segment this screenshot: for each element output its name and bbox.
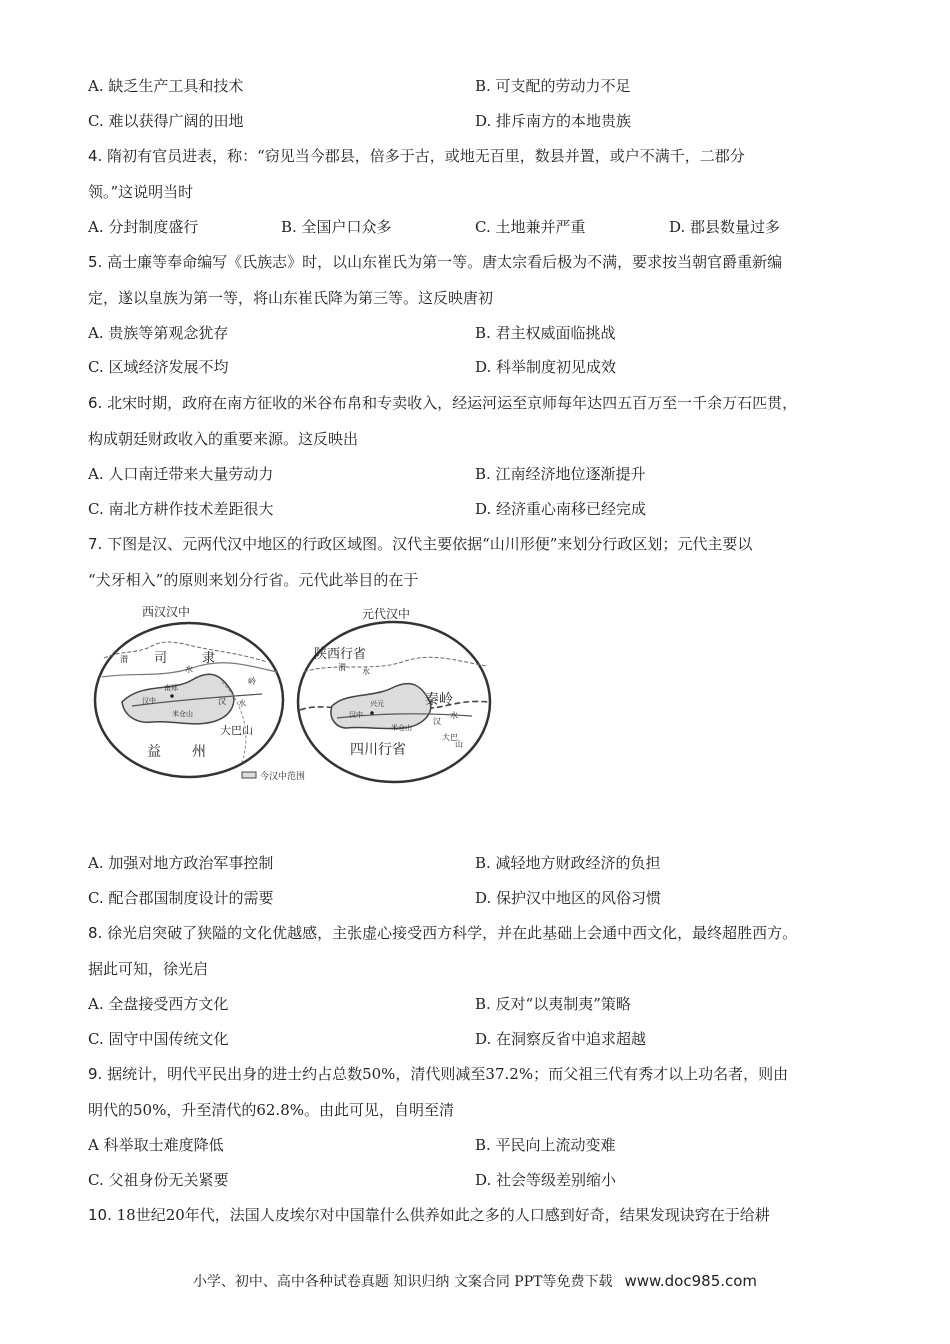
q4-option-b: B. 全国户口众多 — [281, 218, 392, 236]
left-map-title: 西汉汉中 — [142, 605, 191, 619]
hanzhong-map-figure — [92, 602, 502, 798]
q10-stem-line1 — [88, 1205, 770, 1225]
q3-option-a: A. 缺乏生产工具和技术 — [88, 77, 244, 95]
q9-stem-line1 — [88, 1064, 788, 1084]
q8-option-d: D. 在洞察反省中追求超越 — [475, 1030, 647, 1048]
left-label-si: 司 — [154, 651, 168, 666]
footer-text: 小学、初中、高中各种试卷真题 知识归纳 文案合同 PPT等免费下载 — [192, 1274, 613, 1290]
q7-number: 7. — [88, 535, 103, 553]
q9-number: 9. — [88, 1065, 103, 1083]
q3-option-b: B. 可支配的劳动力不足 — [475, 77, 631, 95]
q5-number: 5. — [88, 253, 103, 271]
legend-label: 今汉中范围 — [260, 772, 306, 782]
q7-option-a: A. 加强对地方政治军事控制 — [88, 854, 274, 872]
q8-number: 8. — [88, 924, 103, 942]
q7-stem-line2: “犬牙相入”的原则来划分行省。元代此举目的在于 — [88, 571, 419, 589]
right-label-hanzhong: 汉中 — [349, 711, 363, 719]
left-nanzheng-dot — [170, 694, 174, 698]
q9-option-b: B. 平民向上流动变难 — [475, 1136, 616, 1154]
q5-stem-line1 — [88, 252, 782, 272]
q7-option-c: C. 配合郡国制度设计的需要 — [88, 889, 274, 907]
q5-option-d: D. 科举制度初见成效 — [475, 358, 617, 376]
q9-text1: 据统计，明代平民出身的进士约占总数50%，清代则减至37.2%；而父祖三代有秀才以上功名者，则由 — [102, 1065, 789, 1083]
q10-number: 10. — [88, 1206, 112, 1224]
q5-option-b: B. 君主权威面临挑战 — [475, 324, 616, 342]
left-label-nanzheng: 南郑 — [164, 684, 178, 692]
left-label-dabashan: 大巴山 — [220, 724, 253, 737]
q8-option-b: B. 反对“以夷制夷”策略 — [475, 995, 631, 1013]
q4-stem-line1 — [88, 146, 745, 166]
left-label-hanzhong: 汉中 — [142, 697, 156, 705]
q4-option-a: A. 分封制度盛行 — [88, 218, 199, 236]
left-label-ling: 岭 — [248, 677, 256, 686]
left-label-shui: 水 — [185, 665, 193, 674]
left-label-yi: 益 — [147, 744, 161, 760]
q6-option-d: D. 经济重心南移已经完成 — [475, 500, 647, 518]
q6-option-a: A. 人口南迁带来大量劳动力 — [88, 465, 274, 483]
left-label-micangshan: 米仓山 — [172, 710, 193, 718]
left-label-shui2: 水 — [238, 699, 246, 708]
q7-option-d: D. 保护汉中地区的风俗习惯 — [475, 889, 662, 907]
left-label-li: 隶 — [202, 651, 216, 666]
q3-option-c: C. 难以获得广阔的田地 — [88, 112, 244, 130]
q9-option-c: C. 父祖身份无关紧要 — [88, 1171, 229, 1189]
q5-option-c: C. 区域经济发展不均 — [88, 358, 229, 376]
q7-text1: 下图是汉、元两代汉中地区的行政区域图。汉代主要依据“山川形便”来划分行政区划；元代主要以 — [102, 535, 753, 553]
q8-option-c: C. 固守中国传统文化 — [88, 1030, 229, 1048]
q6-number: 6. — [88, 394, 103, 412]
q8-stem-line2: 据此可知，徐光启 — [88, 960, 209, 978]
right-label-shui2: 水 — [450, 711, 458, 720]
q10-text1: 18世纪20年代，法国人皮埃尔对中国靠什么供养如此之多的人口感到好奇，结果发现诀窍在于给耕 — [111, 1206, 770, 1224]
left-wei-river — [104, 642, 267, 662]
q8-stem-line1 — [88, 923, 797, 943]
q8-text1: 徐光启突破了狭隘的文化优越感，主张虚心接受西方科学，并在此基础上会通中西文化，最终超胜西方。 — [102, 924, 798, 942]
legend-swatch — [242, 772, 256, 778]
footer-url-link[interactable]: www.doc985.com — [624, 1272, 758, 1290]
right-label-shui: 水 — [362, 667, 370, 676]
right-label-shanxi: 陕西行省 — [314, 647, 367, 662]
left-label-zhou: 州 — [192, 744, 206, 760]
q6-stem-line1 — [88, 393, 797, 413]
right-label-wei: 渭 — [338, 663, 346, 672]
q6-stem-line2: 构成朝廷财政收入的重要来源。这反映出 — [88, 430, 359, 448]
q3-option-d: D. 排斥南方的本地贵族 — [475, 112, 632, 130]
q7-stem-line1 — [88, 534, 752, 554]
map-legend — [242, 770, 305, 782]
q9-stem-line2: 明代的50%，升至清代的62.8%。由此可见，自明至清 — [88, 1101, 454, 1119]
q9-option-d: D. 社会等级差别缩小 — [475, 1171, 617, 1189]
right-label-qinling: 秦岭 — [425, 692, 453, 708]
q6-text1: 北宋时期，政府在南方征收的米谷布帛和专卖收入，经运河运至京师每年达四五百万至一千余万石匹贯， — [102, 394, 798, 412]
q7-option-b: B. 减轻地方财政经济的负担 — [475, 854, 661, 872]
q6-option-b: B. 江南经济地位逐渐提升 — [475, 465, 646, 483]
q5-option-a: A. 贵族等第观念犹存 — [88, 324, 229, 342]
right-label-xingyuan: 兴元 — [370, 700, 384, 708]
left-label-wei: 渭 — [120, 655, 128, 664]
q4-text1: 隋初有官员进表，称：“窃见当今郡县，倍多于古，或地无百里，数县并置，或户不满千，二郡分 — [102, 147, 745, 165]
left-label-han: 汉 — [218, 697, 226, 706]
q4-option-c: C. 土地兼并严重 — [475, 218, 586, 236]
right-map-title: 元代汉中 — [362, 607, 411, 621]
yuan-map — [298, 606, 490, 782]
q9-option-a: A 科举取士难度降低 — [88, 1136, 224, 1154]
page-footer — [0, 1271, 950, 1291]
q5-stem-line2: 定，遂以皇族为第一等，将山东崔氏降为第三等。这反映唐初 — [88, 289, 494, 307]
q6-option-c: C. 南北方耕作技术差距很大 — [88, 500, 274, 518]
right-label-han: 汉 — [433, 717, 441, 726]
right-label-sichuan: 四川行省 — [350, 742, 406, 758]
right-label-micangshan: 米仓山 — [391, 724, 412, 732]
q4-option-d: D. 郡县数量过多 — [669, 218, 781, 236]
q8-option-a: A. 全盘接受西方文化 — [88, 995, 229, 1013]
western-han-map — [95, 604, 283, 777]
q4-stem-line2: 领。”这说明当时 — [88, 183, 194, 201]
right-label-daba: 大巴 — [442, 733, 458, 742]
right-label-shan: 山 — [455, 740, 463, 749]
q5-text1: 高士廉等奉命编写《氏族志》时，以山东崔氏为第一等。唐太宗看后极为不满，要求按当朝官爵重新编 — [102, 253, 783, 271]
right-xingyuan-dot — [370, 711, 374, 715]
q4-number: 4. — [88, 147, 103, 165]
